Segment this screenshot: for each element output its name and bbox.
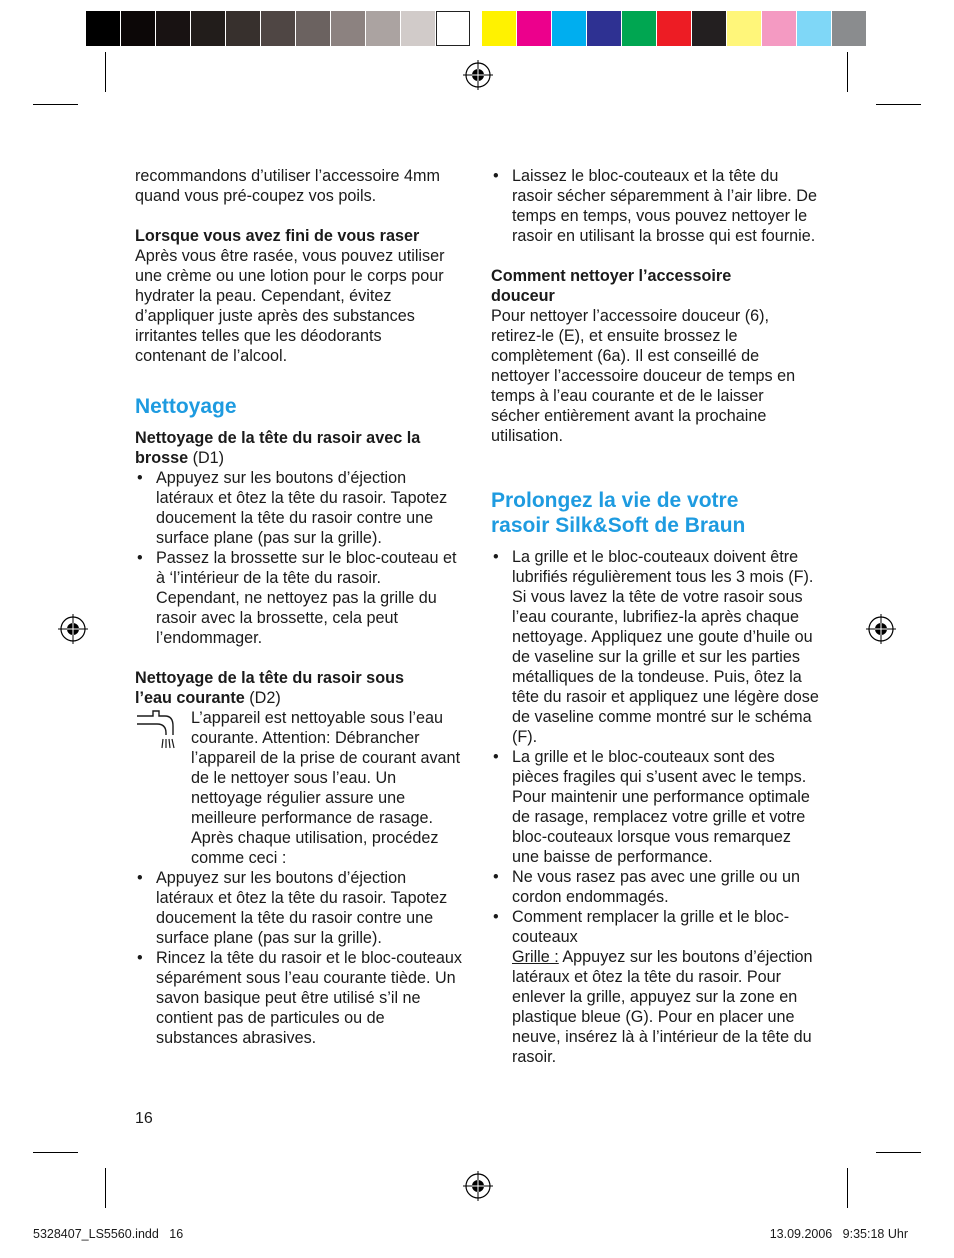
page-number: 16 [135, 1110, 153, 1127]
after-shave-paragraph: Après vous être rasée, vous pouvez utiliser une crème ou une lotion pour le corps pour hydrater la peau. Cependant, évitez d’appliquer juste après des substances irritantes telles que les déodorants contenant de l’alcool. [135, 247, 445, 365]
color-swatch [622, 11, 656, 46]
registration-mark-icon [58, 614, 88, 644]
right-column [491, 166, 826, 1067]
list-item: • La grille et le bloc-couteaux sont des pièces fragiles qui s’usent avec le temps. Pour maintenir une performance optimale de rasage, remplacez votre grille et votre bloc-couteaux lorsque vous remarquez une baisse de performance. [491, 747, 821, 867]
color-swatch [727, 11, 761, 46]
color-swatch [692, 11, 726, 46]
left-column [135, 166, 470, 1048]
accessory-paragraph: Pour nettoyer l’accessoire douceur (6), retirez-le (E), et ensuite brossez le complètement (6a). Il est conseillé de nettoyer l’accessoire douceur de temps en temps à l’eau courante et de le laisser sécher entièrement avant la prochaine utilisation. [491, 307, 796, 445]
list-item: • Rincez la tête du rasoir et le bloc-couteaux séparément sous l’eau courante tiède. Un savon basique peut être utilisé s’il ne contient pas de particules ou de substances abrasives. [135, 948, 465, 1048]
crop-mark [847, 1168, 848, 1208]
color-swatch [261, 11, 295, 46]
color-swatch [832, 11, 866, 46]
registration-mark-icon [463, 60, 493, 90]
brush-heading-text: Nettoyage de la tête du rasoir avec la brosse [135, 429, 421, 467]
brush-bullet-list [135, 468, 465, 648]
color-swatch [121, 11, 155, 46]
maintenance-bullet-list [491, 547, 821, 1067]
water-bullet-list [135, 868, 465, 1048]
water-tap-icon [135, 708, 183, 752]
grille-label: Grille : [512, 948, 559, 966]
color-swatch [797, 11, 831, 46]
crop-mark [33, 1152, 78, 1153]
section-title-prolongez [491, 488, 826, 538]
crop-mark [876, 1152, 921, 1153]
crop-mark [33, 104, 78, 105]
color-swatch [552, 11, 586, 46]
water-heading-text: Nettoyage de la tête du rasoir sous l’eau courante [135, 669, 404, 707]
color-swatch [401, 11, 435, 46]
color-swatch [226, 11, 260, 46]
list-item: • Appuyez sur les boutons d’éjection latéraux et ôtez la tête du rasoir. Tapotez doucement la tête du rasoir contre une surface plane (pas sur la grille). [135, 868, 465, 948]
color-swatch [191, 11, 225, 46]
footer-timestamp: 13.09.2006 9:35:18 Uhr [769, 1227, 908, 1241]
brush-heading-ref: (D1) [188, 449, 225, 467]
color-swatch [657, 11, 691, 46]
section-title-line: rasoir Silk&Soft de Braun [491, 514, 746, 537]
color-swatch [762, 11, 796, 46]
crop-mark [847, 52, 848, 92]
footer-file-slug: 5328407_LS5560.indd 16 [33, 1227, 184, 1241]
color-swatch [296, 11, 330, 46]
list-item: • La grille et le bloc-couteaux doivent être lubrifiés régulièrement tous les 3 mois (F). Si vous lavez la tête de votre rasoir sous l’eau courante, lubrifiez-la après chaque nettoyage. Appliquez une goute d’huile ou de vaseline sur la grille et sur les parties métalliques de la tondeuse. Puis, ôtez la tête du rasoir et appliquez une légère dose de vaseline comme montré sur le schéma (F). [491, 547, 821, 747]
water-heading-ref: (D2) [244, 689, 281, 707]
crop-mark [105, 1168, 106, 1208]
list-item: • Ne vous rasez pas avec une grille ou un cordon endommagés. [491, 867, 821, 907]
water-heading [135, 668, 440, 708]
color-swatch [331, 11, 365, 46]
color-swatch [436, 11, 470, 46]
section-title-nettoyage: Nettoyage [135, 395, 237, 418]
color-swatch [517, 11, 551, 46]
after-shave-heading: Lorsque vous avez fini de vous raser [135, 227, 420, 245]
color-swatch [156, 11, 190, 46]
accessory-heading: Comment nettoyer l’accessoire douceur [491, 267, 732, 305]
color-swatch [86, 11, 120, 46]
list-item: • Appuyez sur les boutons d’éjection latéraux et ôtez la tête du rasoir. Tapotez doucement la tête du rasoir contre une surface plane (pas sur la grille). [135, 468, 465, 548]
drying-bullet-list [491, 166, 821, 246]
crop-mark [876, 104, 921, 105]
tap-water-text: L’appareil est nettoyable sous l’eau courante. Attention: Débrancher l’appareil de la prise de courant avant de le nettoyer sous l’eau. Un nettoyage régulier assure une meilleure performance de rasage. Après chaque utilisation, procédez comme ceci : [191, 709, 461, 867]
intro-paragraph: recommandons d’utiliser l’accessoire 4mm quand vous pré-coupez vos poils. [135, 167, 440, 205]
registration-mark-icon [866, 614, 896, 644]
crop-mark [105, 52, 106, 92]
grille-text: Appuyez sur les boutons d’éjection latéraux et ôtez la tête du rasoir. Pour enlever la grille, appuyez sur la zone en plastique bleue (G). Pour en placer une neuve, insérez là à l’intérieur de la tête du rasoir. [512, 948, 813, 1066]
tap-water-block [135, 708, 469, 868]
replace-title: Comment remplacer la grille et le bloc-couteaux [512, 908, 790, 946]
brush-heading [135, 428, 460, 468]
color-swatch [587, 11, 621, 46]
color-swatch [482, 11, 516, 46]
list-item [491, 907, 821, 1067]
list-item: • Passez la brossette sur le bloc-couteau et à ‘l’intérieur de la tête du rasoir. Cependant, ne nettoyez pas la grille du rasoir avec la brossette, cela peut l’endommager. [135, 548, 465, 648]
list-item: • Laissez le bloc-couteaux et la tête du rasoir sécher séparemment à l’air libre. De temps en temps, vous pouvez nettoyer le rasoir en utilisant la brosse qui est fournie. [491, 166, 821, 246]
registration-mark-icon [463, 1171, 493, 1201]
section-title-line: Prolongez la vie de votre [491, 489, 739, 512]
color-swatch [366, 11, 400, 46]
